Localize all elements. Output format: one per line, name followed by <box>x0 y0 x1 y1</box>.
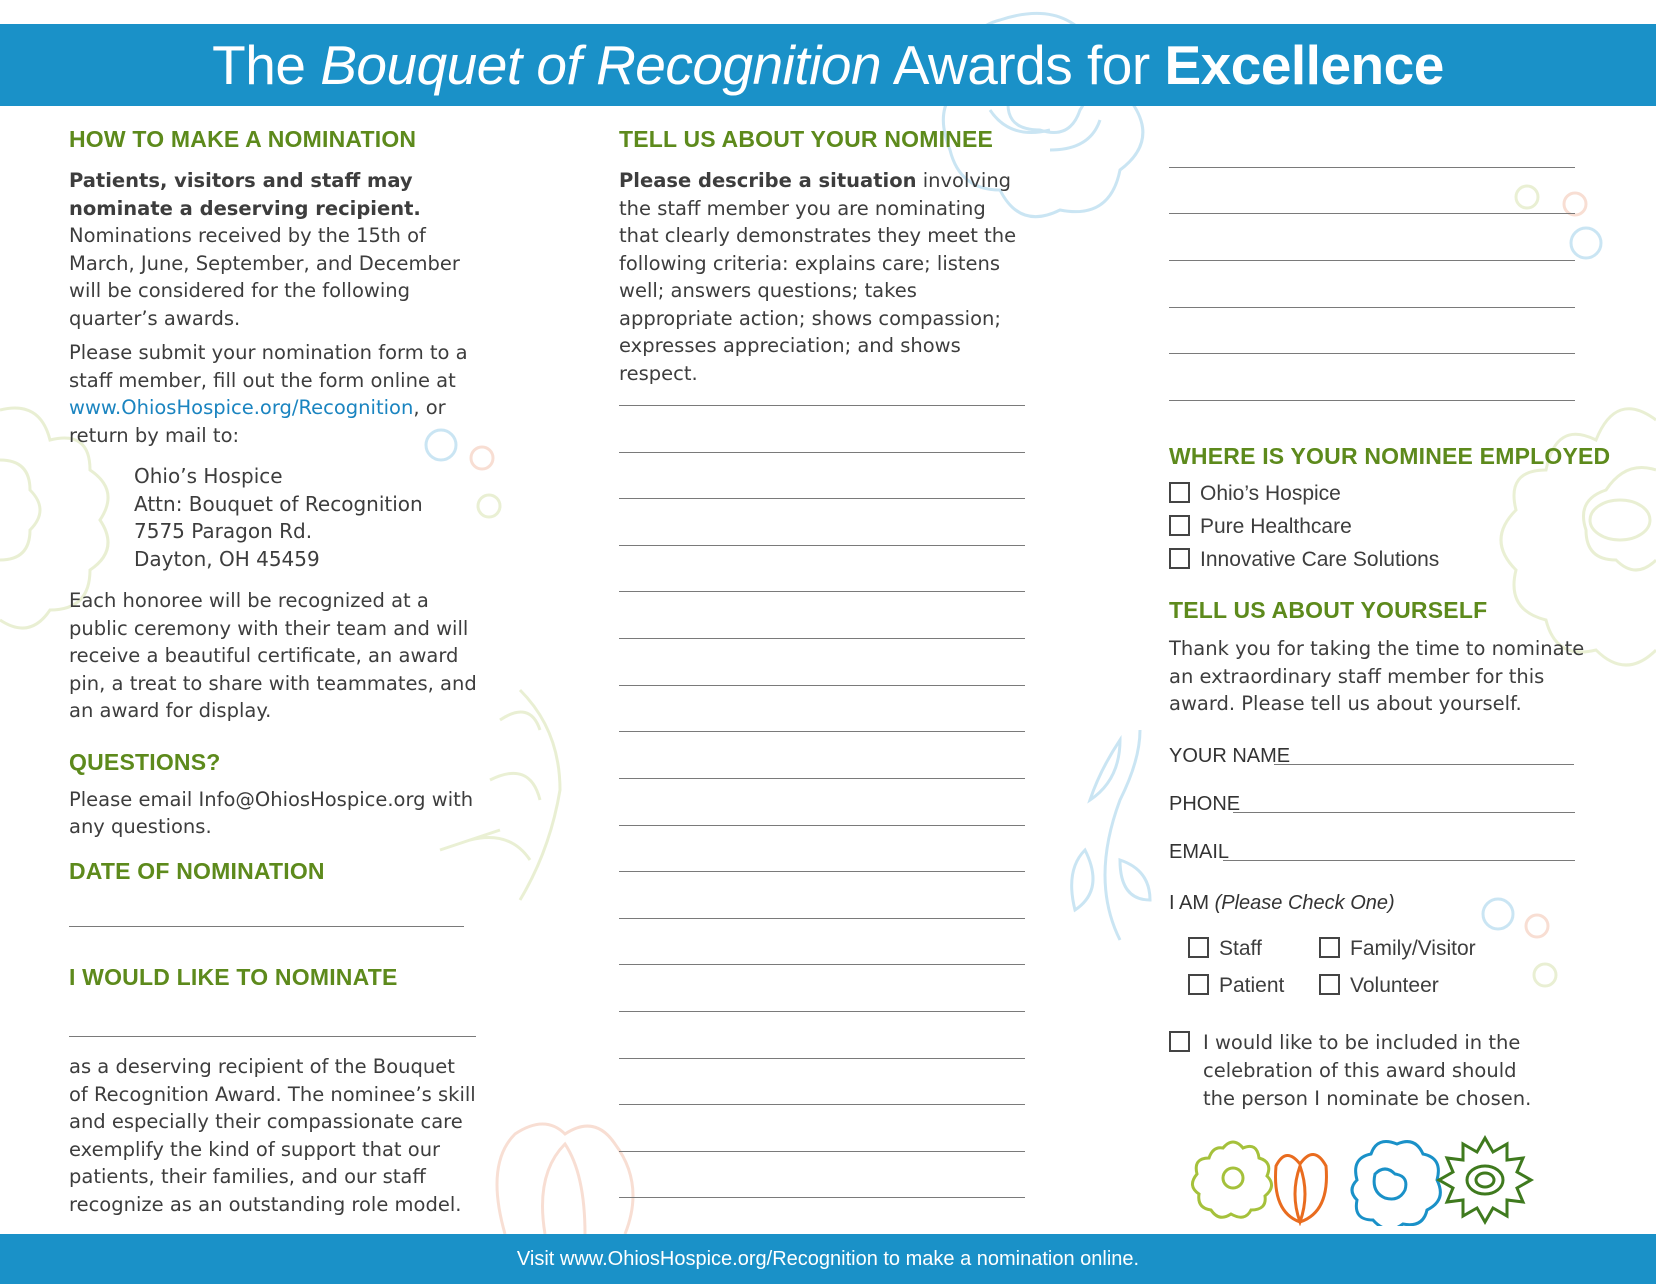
title-banner <box>0 24 1656 106</box>
writing-line[interactable] <box>619 1197 1025 1198</box>
how-to-paragraph <box>69 167 489 332</box>
checkbox[interactable] <box>1188 974 1209 995</box>
submit-text-b: , or return by mail to: <box>69 396 446 447</box>
writing-line[interactable] <box>619 1104 1025 1105</box>
footer-text[interactable]: Visit www.OhiosHospice.org/Recognition to make a nomination online. <box>516 1248 1140 1270</box>
questions-text-a: Please email <box>69 787 199 811</box>
checkbox[interactable] <box>1319 937 1340 958</box>
role-option-staff[interactable] <box>1188 937 1262 961</box>
date-of-nomination-line[interactable] <box>69 926 464 927</box>
employer-option-pure-healthcare[interactable] <box>1169 515 1352 539</box>
employer-heading: WHERE IS YOUR NOMINEE EMPLOYED <box>1169 443 1611 469</box>
celebration-text: I would like to be included in the celebration of this award should the person I nominate be chosen. <box>1203 1031 1532 1110</box>
writing-line[interactable] <box>1169 400 1575 401</box>
how-to-rest: Nominations received by the 15th of March, June, September, and December will be considered for the following quarter’s awards. <box>69 224 460 330</box>
writing-line[interactable] <box>619 405 1025 406</box>
submit-paragraph <box>69 339 489 449</box>
writing-line[interactable] <box>619 638 1025 639</box>
writing-line[interactable] <box>619 545 1025 546</box>
writing-line[interactable] <box>619 825 1025 826</box>
writing-line[interactable] <box>619 591 1025 592</box>
orange-tulip-icon <box>1276 1154 1327 1222</box>
option-label: Ohio’s Hospice <box>1200 482 1341 505</box>
writing-line[interactable] <box>619 1151 1025 1152</box>
role-option-family-visitor[interactable] <box>1319 937 1476 961</box>
checkbox[interactable] <box>1188 937 1209 958</box>
address-line: Attn: Bouquet of Recognition <box>134 491 423 516</box>
writing-line[interactable] <box>619 452 1025 453</box>
writing-line[interactable] <box>619 918 1025 919</box>
title-mid: Awards for <box>892 34 1150 96</box>
green-daisy-icon <box>1192 1142 1271 1217</box>
writing-line[interactable] <box>619 731 1025 732</box>
writing-line[interactable] <box>619 1011 1025 1012</box>
date-of-nomination-heading: DATE OF NOMINATION <box>69 858 325 884</box>
phone-line[interactable] <box>1233 812 1575 813</box>
writing-line[interactable] <box>1169 260 1575 261</box>
blue-carnation-icon <box>1352 1142 1440 1226</box>
employer-option-ohios-hospice[interactable] <box>1169 482 1341 506</box>
left-column <box>69 126 489 841</box>
contact-email[interactable]: Info@OhiosHospice.org <box>198 787 426 811</box>
phone-label: PHONE <box>1169 793 1241 815</box>
writing-line[interactable] <box>1169 307 1575 308</box>
address-line: Ohio’s Hospice <box>134 464 283 488</box>
nominee-heading: TELL US ABOUT YOUR NOMINEE <box>619 126 994 152</box>
footer-banner <box>0 1234 1656 1284</box>
writing-line[interactable] <box>619 964 1025 965</box>
writing-line[interactable] <box>1169 167 1575 168</box>
nominee-paragraph <box>619 167 1029 387</box>
how-to-heading: HOW TO MAKE A NOMINATION <box>69 126 417 152</box>
writing-line[interactable] <box>619 871 1025 872</box>
option-label: Innovative Care Solutions <box>1200 548 1440 571</box>
yourself-heading: TELL US ABOUT YOURSELF <box>1169 597 1488 623</box>
honoree-paragraph: Each honoree will be recognized at a public ceremony with their team and will receive a beautiful certificate, an award pin, a treat to share with teammates, and an award for display. <box>69 589 477 722</box>
title-italic: Bouquet of Recognition <box>320 34 882 96</box>
checkbox[interactable] <box>1169 482 1190 503</box>
email-label: EMAIL <box>1169 841 1230 863</box>
option-label: Volunteer <box>1350 974 1439 997</box>
nominee-name-line[interactable] <box>69 1036 476 1037</box>
writing-line[interactable] <box>1169 213 1575 214</box>
questions-paragraph <box>69 786 489 841</box>
writing-line[interactable] <box>619 685 1025 686</box>
flower-logos <box>1185 1130 1555 1226</box>
nominee-rest: involving the staff member you are nominating that clearly demonstrates they meet the following criteria: explains care; listens well; answers questions; takes appropriate action; shows compassion; expresses appreciation; and shows respect. <box>619 169 1017 385</box>
i-am-text: I AM <box>1169 892 1210 914</box>
role-option-volunteer[interactable] <box>1319 974 1439 998</box>
option-label: Pure Healthcare <box>1200 515 1352 538</box>
employer-option-innovative-care[interactable] <box>1169 548 1439 572</box>
writing-line[interactable] <box>619 1058 1025 1059</box>
writing-line[interactable] <box>619 498 1025 499</box>
your-name-line[interactable] <box>1274 764 1574 765</box>
questions-heading: QUESTIONS? <box>69 748 221 775</box>
checkbox[interactable] <box>1169 515 1190 536</box>
yourself-paragraph: Thank you for taking the time to nominate an extraordinary staff member for this award. Please tell us about yourself. <box>1169 637 1585 715</box>
email-line[interactable] <box>1223 860 1575 861</box>
nominate-paragraph: as a deserving recipient of the Bouquet of Recognition Award. The nominee’s skill and especially their compassionate care exemplify the kind of support that our patients, their families, and our staff recognize as an outstanding role model. <box>69 1055 476 1216</box>
address-line: Dayton, OH 45459 <box>134 546 320 571</box>
submit-text-a: Please submit your nomination form to a staff member, fill out the form online at <box>69 341 468 392</box>
option-label: Family/Visitor <box>1350 937 1476 960</box>
middle-column <box>619 126 1044 387</box>
option-label: Staff <box>1219 937 1262 960</box>
role-option-patient[interactable] <box>1188 974 1284 998</box>
dark-green-sunflower-icon <box>1439 1138 1531 1222</box>
your-name-label: YOUR NAME <box>1169 745 1291 767</box>
checkbox[interactable] <box>1169 548 1190 569</box>
celebration-checkbox[interactable] <box>1169 1031 1190 1052</box>
i-am-label <box>1169 892 1395 915</box>
title-bold: Excellence <box>1164 34 1444 96</box>
checkbox[interactable] <box>1319 974 1340 995</box>
i-am-hint: (Please Check One) <box>1214 892 1395 914</box>
title-pre: The <box>212 34 306 96</box>
nominate-heading: I WOULD LIKE TO NOMINATE <box>69 964 398 990</box>
recognition-link[interactable]: www.OhiosHospice.org/Recognition <box>69 396 414 419</box>
writing-line[interactable] <box>1169 353 1575 354</box>
how-to-bold: Patients, visitors and staff may nominate a deserving recipient. <box>69 169 421 220</box>
questions-text-b: with any questions. <box>69 787 474 838</box>
writing-line[interactable] <box>619 778 1025 779</box>
address-line: 7575 Paragon Rd. <box>134 519 313 543</box>
nominee-bold: Please describe a situation <box>619 169 917 192</box>
option-label: Patient <box>1219 974 1285 997</box>
mailing-address <box>134 463 489 573</box>
